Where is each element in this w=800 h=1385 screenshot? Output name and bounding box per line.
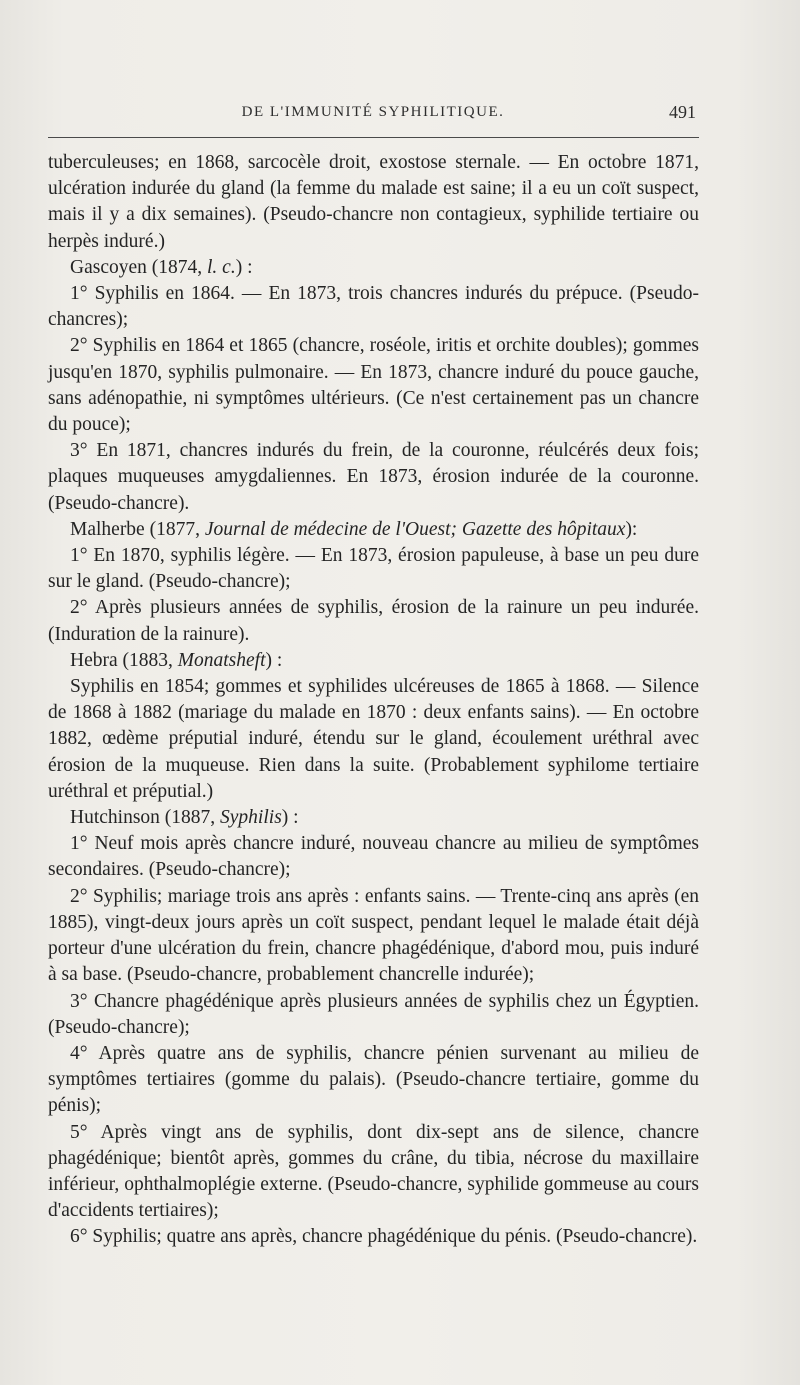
paragraph: 1° Neuf mois après chancre induré, nouveau chancre au milieu de symptômes secondaires. (Pseudo-chancre); [48,833,699,881]
paragraph: 3° Chancre phagédénique après plusieurs années de syphilis chez un Égyptien. (Pseudo-chancre); [48,990,699,1038]
running-title: DE L'IMMUNITÉ SYPHILITIQUE. [241,104,505,120]
paragraph: 3° En 1871, chancres indurés du frein, de la couronne, réulcérés deux fois; plaques muqueuses amygdaliennes. En 1873, érosion indurée de la couronne. (Pseudo-chancre). [48,440,699,514]
paragraph: Hebra (1883, Monatsheft) : [70,649,283,671]
paragraph: 5° Après vingt ans de syphilis, dont dix-sept ans de silence, chancre phagédénique; bientôt après, gommes du crâne, du tibia, nécrose du maxillaire inférieur, ophthalmoplégie externe. (Pseudo-chancre, syphilide gommeuse au cours d'accidents tertiaires); [48,1121,699,1222]
paragraph: 2° Syphilis; mariage trois ans après : enfants sains. — Trente-cinq ans après (en 1885), vingt-deux jours après un coït suspect, pendant lequel le malade était déjà porteur d'une ulcération du frein, chancre phagédénique, d'abord mou, puis induré à sa base. (Pseudo-chancre, probablement chancrelle indurée); [48,885,699,986]
paragraph: Hutchinson (1887, Syphilis) : [70,807,299,829]
paragraph: 4° Après quatre ans de syphilis, chancre pénien survenant au milieu de symptômes tertiaires (gomme du palais). (Pseudo-chancre tertiaire, gomme du pénis); [48,1042,699,1117]
paragraph: Malherbe (1877, Journal de médecine de l'Ouest; Gazette des hôpitaux): [70,518,638,540]
header-rule [48,137,699,138]
paragraph: 2° Syphilis en 1864 et 1865 (chancre, roséole, iritis et orchite doubles); gommes jusqu'en 1870, syphilis pulmonaire. — En 1873, chancre induré du pouce gauche, sans adénopathie, ni symptômes ultérieurs. (Ce n'est certainement pas un chancre du pouce); [48,335,699,436]
paragraph: 1° En 1870, syphilis légère. — En 1873, érosion papuleuse, à base un peu dure sur le gland. (Pseudo-chancre); [48,545,699,593]
paragraph: Gascoyen (1874, l. c.) : [70,256,253,278]
paragraph: 6° Syphilis; quatre ans après, chancre phagédénique du pénis. (Pseudo-chancre). [70,1226,698,1248]
paragraph: 2° Après plusieurs années de syphilis, érosion de la rainure un peu indurée. (Induration de la rainure). [48,597,699,645]
page-number: 491 [669,102,696,122]
paragraph: 1° Syphilis en 1864. — En 1873, trois chancres indurés du prépuce. (Pseudo-chancres); [48,283,699,331]
page-header [48,102,698,128]
body-text [48,150,699,1251]
paragraph: tuberculeuses; en 1868, sarcocèle droit, exostose sternale. — En octobre 1871, ulcération indurée du gland (la femme du malade est saine; il a eu un coït suspect, mais il y a dix semaines). (Pseudo-chancre non contagieux, syphilide tertiaire ou herpès induré.) [48,152,699,252]
paragraph: Syphilis en 1854; gommes et syphilides ulcéreuses de 1865 à 1868. — Silence de 1868 à 1882 (mariage du malade en 1870 : deux enfants sains). — En octobre 1882, œdème préputial induré, étendu sur le gland, écoulement uréthral avec érosion de la muqueuse. Rien dans la suite. (Probablement syphilome tertiaire uréthral et préputial.) [48,676,699,802]
